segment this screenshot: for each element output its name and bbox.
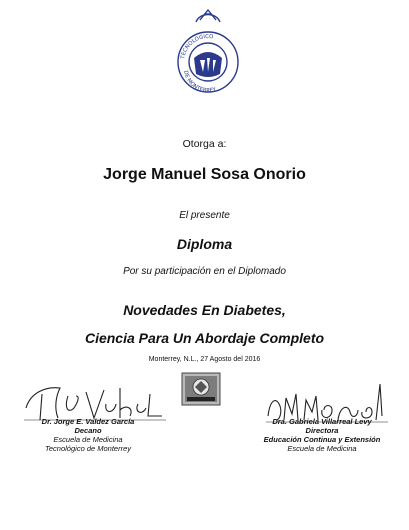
left-signatory-title: Decano [74,426,102,435]
institution-seal-icon [172,8,244,94]
document-type: Diploma [176,236,233,252]
right-signatory-title: Directora [305,426,339,435]
right-signatory-name: Dra. Gabriela Villarreal Levy [272,417,372,426]
svg-text:DE MONTERREY: DE MONTERREY [182,70,218,94]
hologram-seal-icon [181,372,221,406]
right-signatory-school: Escuela de Medicina [287,444,357,453]
svg-text:TECNOLOGICO: TECNOLOGICO [180,33,214,60]
right-signatory-block [252,417,392,453]
course-title-line2: Ciencia Para Un Abordaje Completo [84,330,325,346]
left-signatory-block [28,417,148,453]
course-title-line1: Novedades En Diabetes, [123,302,286,318]
right-signatory-department: Educación Continua y Extensión [263,435,381,444]
left-signatory-institution: Tecnológico de Monterrey [44,444,132,453]
participation-text: Por su participación en el Diplomado [123,266,286,277]
place-date: Monterrey, N.L., 27 Agosto del 2016 [148,356,261,363]
presente-label: El presente [179,210,230,221]
left-signatory-school: Escuela de Medicina [53,435,123,444]
recipient-name: Jorge Manuel Sosa Onorio [103,166,306,183]
left-signatory-name: Dr. Jorge E. Valdez García [41,417,135,426]
awarded-to-label: Otorga a: [182,138,227,150]
